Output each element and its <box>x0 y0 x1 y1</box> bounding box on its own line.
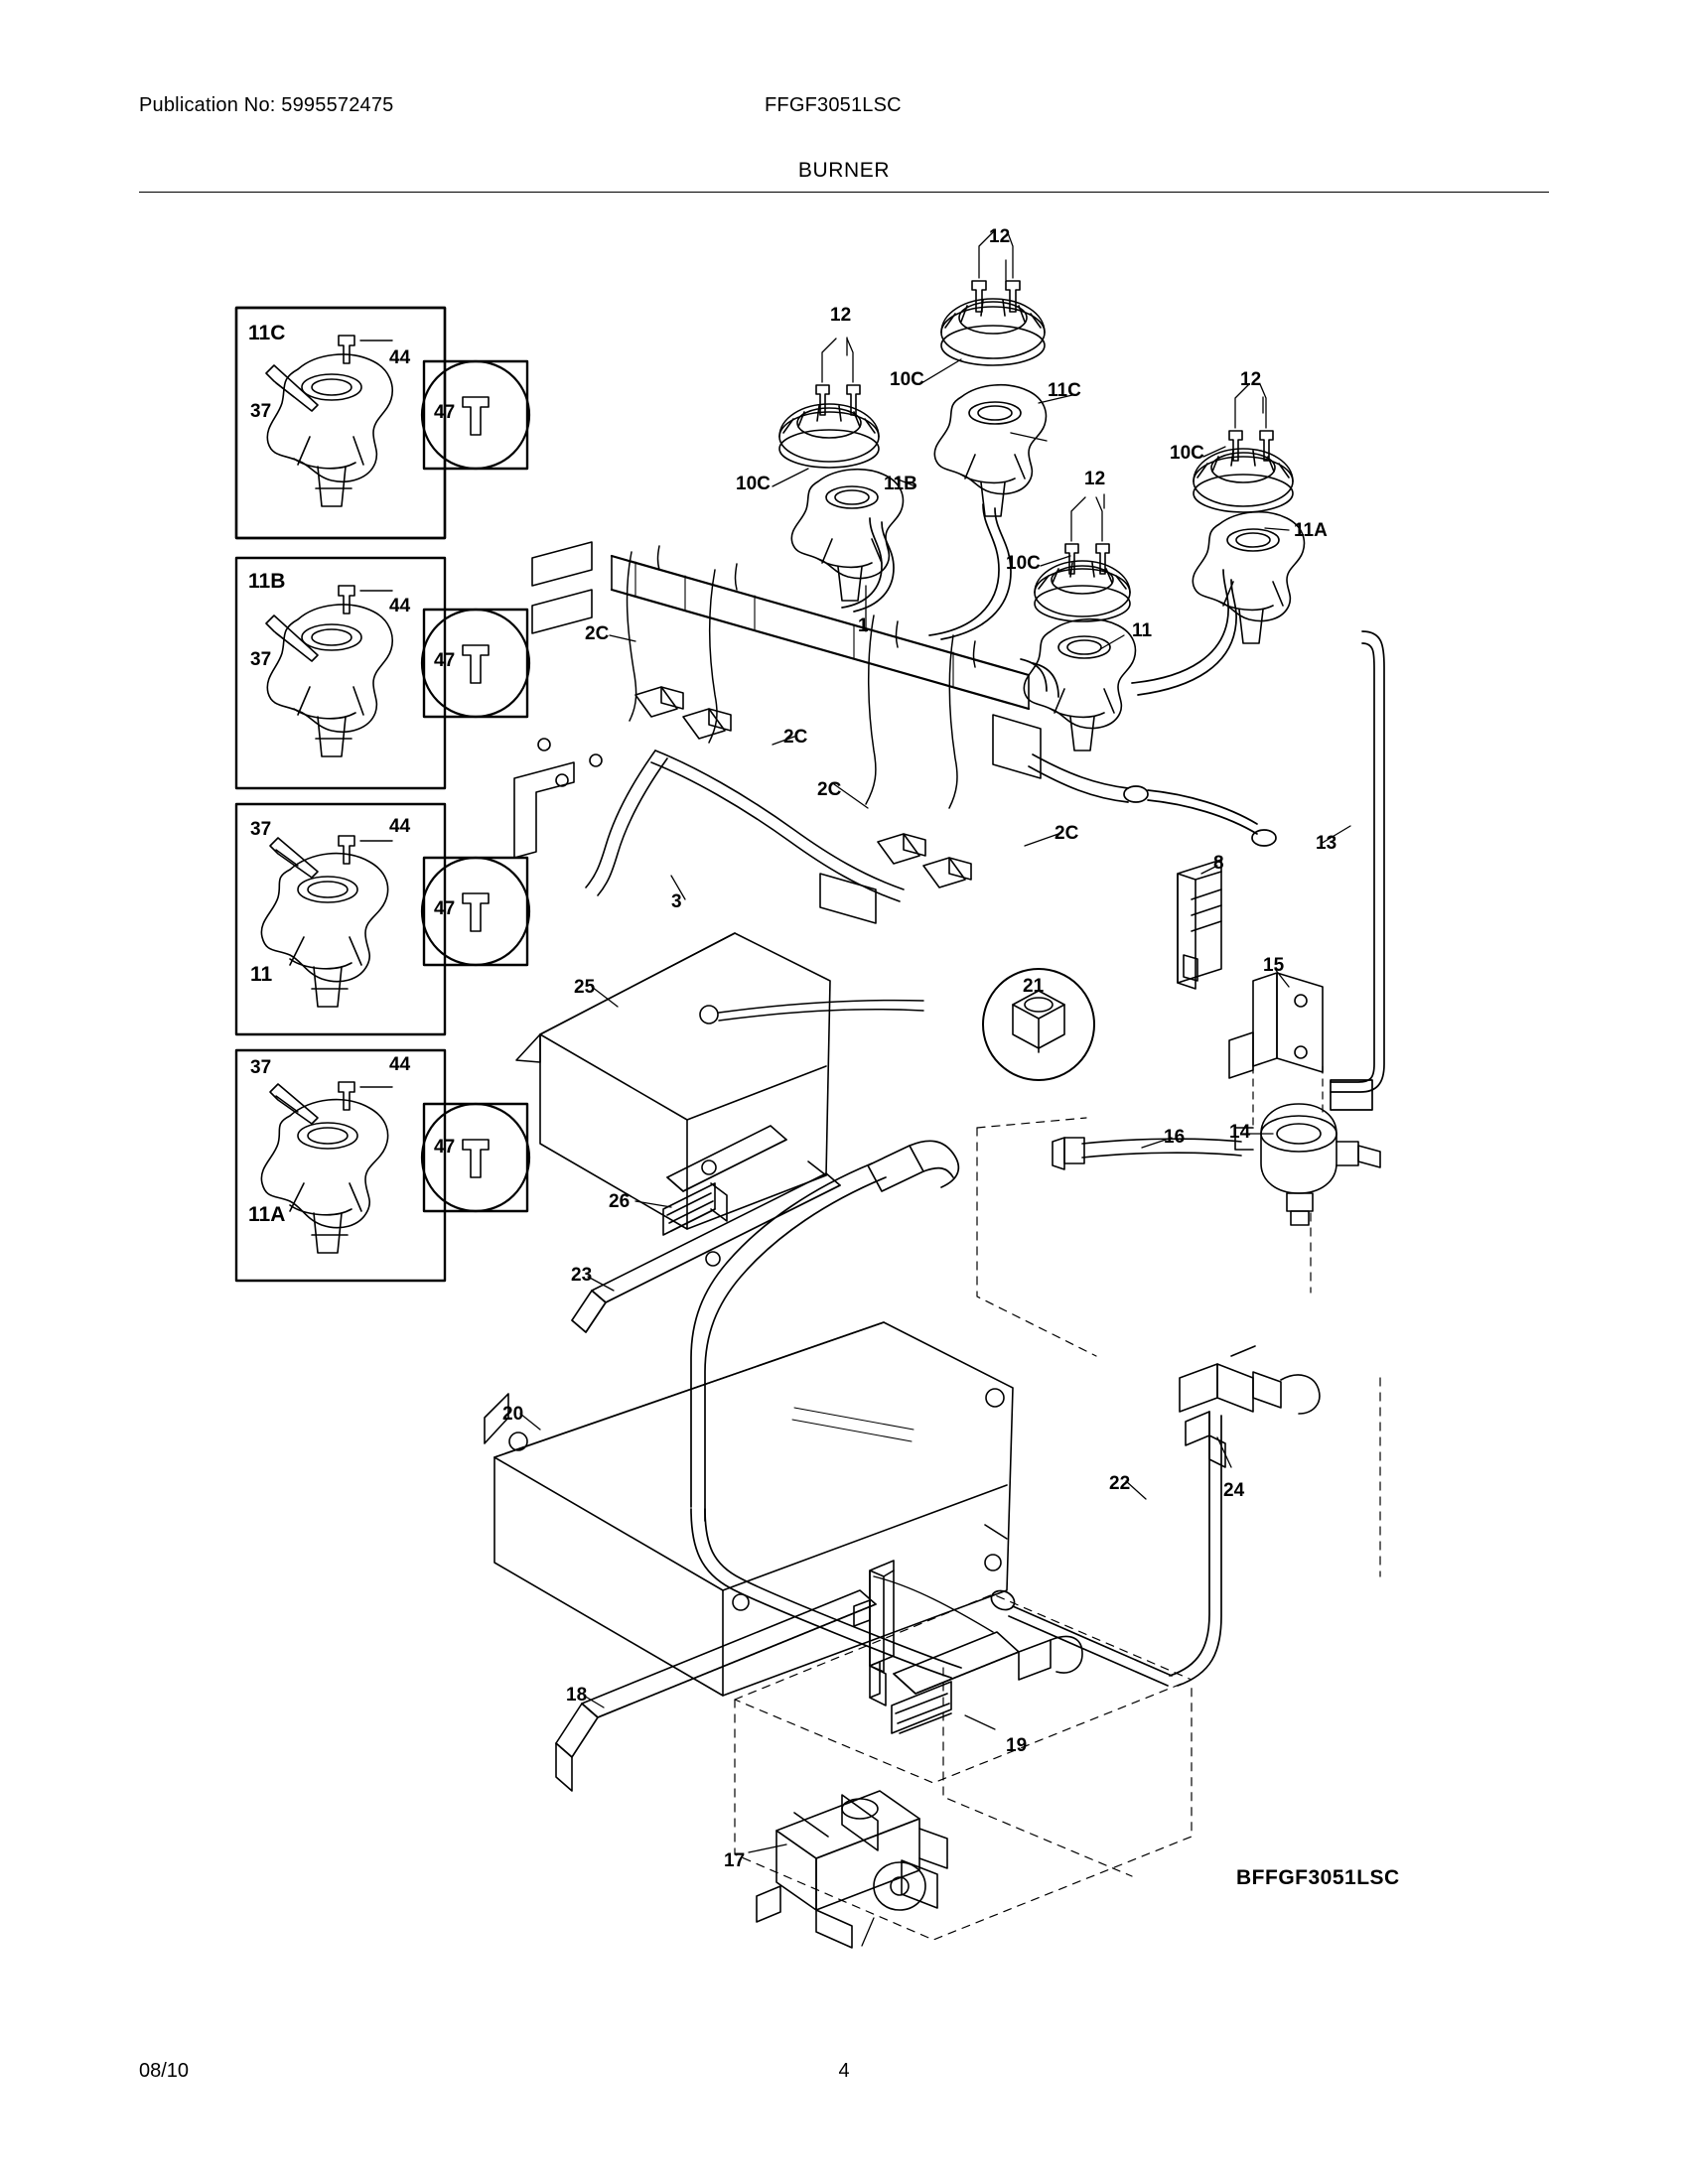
igniter-module-8 <box>1178 860 1221 989</box>
reference-outline-lower-2 <box>943 1378 1380 1876</box>
callout-11a: 11A <box>1294 520 1328 541</box>
callout-3: 3 <box>671 891 682 912</box>
callout-10c-d: 10C <box>1006 553 1041 574</box>
callout-10c-a: 10C <box>890 369 924 390</box>
footer-date: 08/10 <box>139 2060 190 2082</box>
footer-page-number: 4 <box>838 2060 850 2082</box>
burner-mount-bracket <box>854 1561 894 1706</box>
detail-box-11a <box>236 1050 529 1281</box>
detail-11-part-44: 44 <box>389 816 411 837</box>
burner-cap-top <box>941 299 1045 365</box>
detail-11b-part-47: 47 <box>434 650 456 671</box>
manifold-pipe <box>514 542 1041 923</box>
detail-11c-part-47: 47 <box>434 402 456 423</box>
detail-box-11 <box>236 804 529 1034</box>
callout-12-c: 12 <box>1240 369 1262 390</box>
callout-10c-b: 10C <box>1170 443 1204 464</box>
callout-14: 14 <box>1229 1122 1251 1143</box>
callout-11: 11 <box>1132 620 1153 641</box>
oven-igniter-19 <box>874 1576 1082 1733</box>
callout-10c-c: 10C <box>736 474 771 494</box>
oven-valve-17 <box>757 1791 947 1948</box>
callout-15: 15 <box>1263 955 1285 976</box>
panel-20 <box>485 1322 1013 1696</box>
callout-16: 16 <box>1164 1127 1186 1148</box>
pressure-regulator-14 <box>1235 1104 1380 1225</box>
detail-11-part-47: 47 <box>434 898 456 919</box>
detail-11a-part-37: 37 <box>250 1057 272 1078</box>
callout-20: 20 <box>502 1404 524 1425</box>
gas-valves <box>635 687 971 887</box>
tube-13 <box>1331 631 1384 1110</box>
callout-23: 23 <box>571 1265 593 1286</box>
detail-label-11: 11 <box>250 963 273 986</box>
electrode-wires <box>628 546 975 808</box>
callout-13: 13 <box>1316 833 1337 854</box>
burner-cap-right <box>1194 449 1293 512</box>
detail-label-11c: 11C <box>248 322 286 344</box>
burner-cap-lower <box>1035 561 1130 621</box>
detail-label-11a: 11A <box>248 1203 286 1226</box>
callout-12-a: 12 <box>989 226 1011 247</box>
detail-11c-part-37: 37 <box>250 401 272 422</box>
wire-harness-3 <box>586 751 904 901</box>
callout-25: 25 <box>574 977 596 998</box>
callout-22: 22 <box>1109 1473 1131 1494</box>
model-number: FFGF3051LSC <box>765 94 902 116</box>
detail-11b-part-44: 44 <box>389 596 411 616</box>
callout-2c-c: 2C <box>817 779 842 800</box>
tube-16 <box>1053 1138 1241 1169</box>
bracket-15 <box>1229 973 1323 1126</box>
callout-2c-b: 2C <box>783 727 808 748</box>
callout-24: 24 <box>1223 1480 1245 1501</box>
detail-11a-part-44: 44 <box>389 1054 411 1075</box>
callout-12-d: 12 <box>1084 469 1106 489</box>
burner-11c-body <box>934 385 1047 516</box>
elbow-24 <box>1180 1346 1320 1467</box>
detail-11-part-37: 37 <box>250 819 272 840</box>
page-title: BURNER <box>797 159 891 182</box>
leader-lines <box>520 260 1350 1852</box>
diagram-code: BFFGF3051LSC <box>1236 1866 1400 1889</box>
callout-12-b: 12 <box>830 305 852 326</box>
detail-11a-part-47: 47 <box>434 1137 456 1158</box>
callout-11b: 11B <box>884 474 917 494</box>
detail-label-11b: 11B <box>248 570 286 593</box>
tube-22 <box>691 1141 1221 1686</box>
callout-1: 1 <box>858 615 869 636</box>
burner-cap-left <box>779 404 879 468</box>
callout-18: 18 <box>566 1685 588 1706</box>
callout-2c-d: 2C <box>1055 823 1079 844</box>
burner-11a-body <box>1193 512 1304 643</box>
detail-11b-part-37: 37 <box>250 649 272 670</box>
callout-8: 8 <box>1213 853 1224 874</box>
callout-2c-a: 2C <box>585 623 610 644</box>
callout-17: 17 <box>724 1850 746 1871</box>
publication-number: Publication No: 5995572475 <box>139 94 394 116</box>
detail-11c-part-44: 44 <box>389 347 411 368</box>
callout-11c: 11C <box>1048 380 1081 401</box>
callout-19: 19 <box>1006 1735 1028 1756</box>
callout-21: 21 <box>1023 976 1045 997</box>
callout-26: 26 <box>609 1191 631 1212</box>
